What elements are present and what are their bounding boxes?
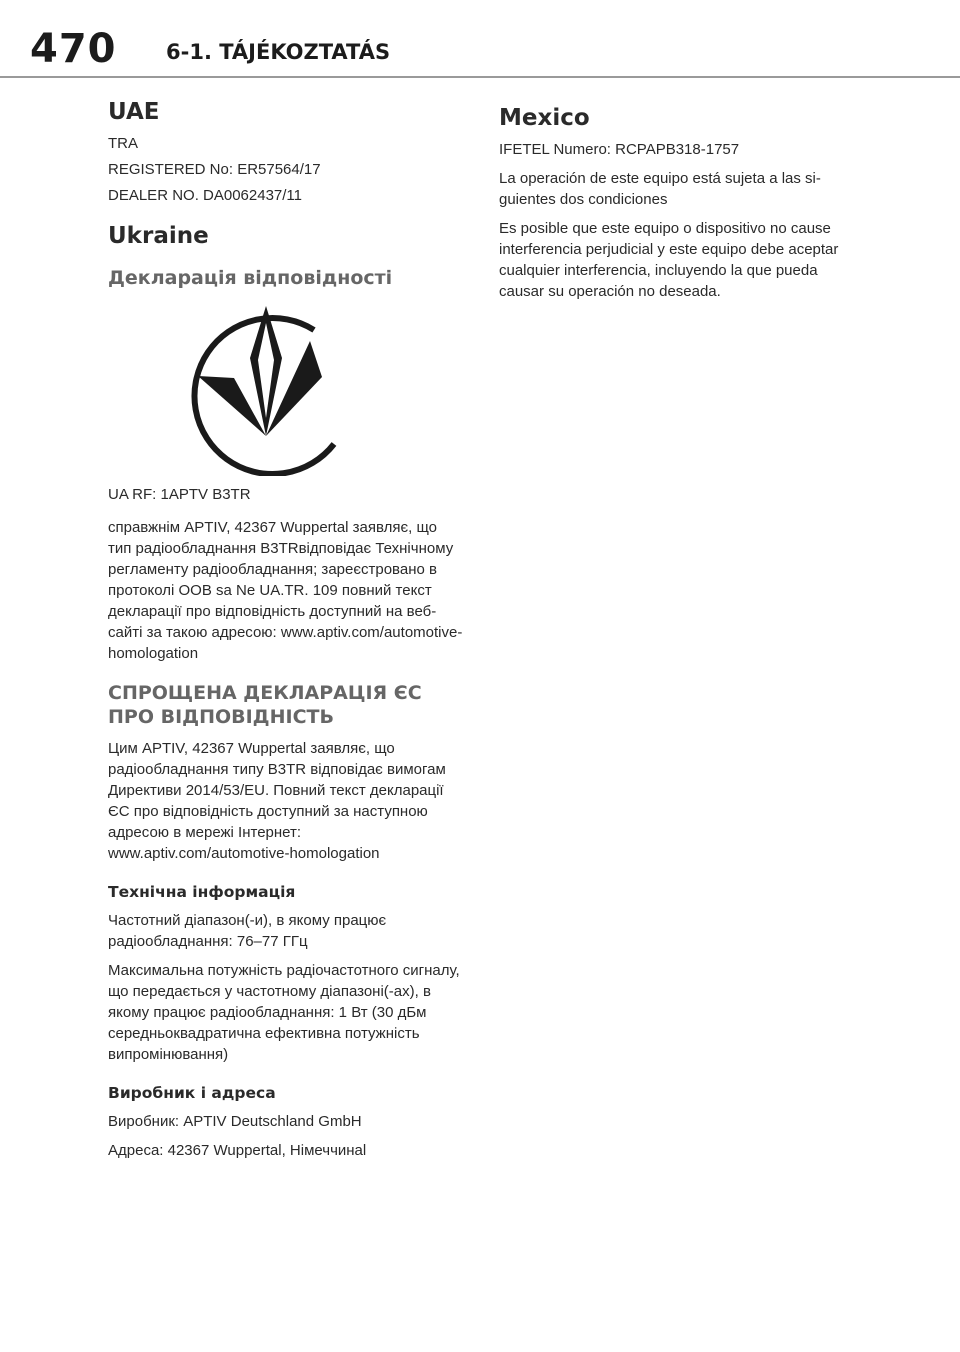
manufacturer-heading: Виробник і адреса (108, 1083, 276, 1102)
max-power-text: Максимальна потужність радіочастотного сигналу, що передається у частотному діапазоні(-ах), в якому працює радіообладнання: 1 Вт (30 дБм середньоквадратична ефективна потужність випромінювання) (108, 961, 460, 1063)
mexico-heading: Mexico (499, 105, 590, 131)
ukraine-section (108, 222, 464, 665)
section-title: 6-1. TÁJÉKOZTATÁS (166, 40, 391, 64)
page-number: 470 (30, 26, 117, 72)
manufacturer-address: Адреса: 42367 Wuppertal, Німеччинаl (108, 1142, 367, 1160)
frequency-range-text: Частотний діапазон(-и), в якому працює радіообладнання: 76–77 ГГц (108, 911, 387, 950)
uae-heading: UAE (108, 99, 160, 125)
header-rule (0, 76, 960, 78)
uae-line: DEALER NO. DA0062437/11 (108, 186, 302, 204)
simplified-declaration-heading: СПРОЩЕНА ДЕКЛАРАЦІЯ ЄС ПРО ВІДПОВІДНІСТЬ (108, 682, 422, 728)
left-column (108, 88, 464, 1161)
manufacturer-name: Виробник: APTIV Deutschland GmbH (108, 1113, 362, 1131)
ukrainian-conformity-mark-icon (188, 306, 358, 476)
page-header (0, 0, 960, 78)
ukraine-heading: Ukraine (108, 222, 209, 249)
ukraine-declaration: справжнім APTIV, 42367 Wuppertal заявляє, що тип радіообладнання B3TRвідповідає Технічному регламенту радіообладнання; зареєстровано в протоколі OOB sa Ne UA.TR. 109 повний текст декларації про відповідність доступний на веб-сайті за такою адресою: www.aptiv.com/automotive-homologation (108, 519, 463, 663)
uae-line: REGISTERED No: ER57564/17 (108, 160, 321, 178)
technical-info-heading: Технічна інформація (108, 882, 296, 901)
uae-line: TRA (108, 134, 138, 152)
technical-info-section (108, 882, 464, 1065)
mexico-conditions-text: La operación de este equipo está sujeta a las si-guientes dos condiciones (499, 169, 821, 208)
ua-rf-line: UA RF: 1APTV B3TR (108, 486, 251, 504)
mexico-interference-text: Es posible que este equipo o dispositivo no cause interferencia perjudicial y este equipo debe aceptar cualquier interferencia, incluyendo la que pueda causar su operación no deseada. (499, 219, 839, 300)
simplified-declaration-section (108, 682, 464, 864)
uae-section (108, 98, 464, 206)
manufacturer-section (108, 1083, 464, 1161)
ukraine-subheading: Декларація відповідності (108, 266, 393, 289)
ifetel-number: IFETEL Numero: RCPAPB318-1757 (499, 140, 740, 158)
simplified-declaration-text: Цим APTIV, 42367 Wuppertal заявляє, що радіообладнання типу B3TR відповідає вимогам Директиви 2014/53/EU. Повний текст декларації ЄС про відповідність доступний за наступною адресою в мережі Інтернет: www.aptiv.com/automotive-homologation (108, 739, 446, 862)
right-column (499, 88, 849, 302)
mexico-section (499, 104, 849, 302)
